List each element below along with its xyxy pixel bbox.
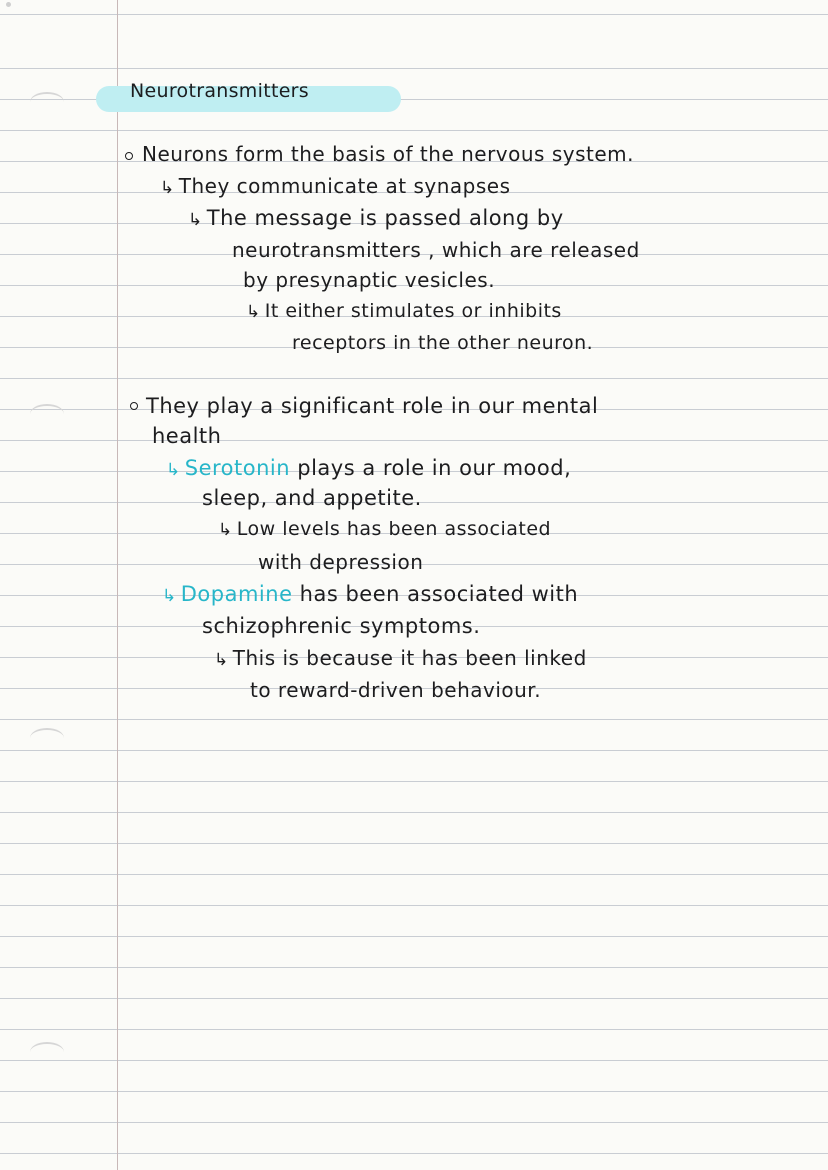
note-line	[166, 456, 571, 480]
punch-hole-mark	[30, 728, 64, 748]
sub-arrow-icon: ↳	[166, 460, 181, 480]
sub-arrow-icon: ↳	[188, 210, 203, 230]
sub-arrow-icon: ↳	[162, 586, 177, 606]
margin-line	[117, 0, 118, 1170]
note-line: by presynaptic vesicles.	[243, 268, 496, 292]
note-line	[160, 174, 510, 198]
note-line: with depression	[258, 550, 424, 574]
note-line: receptors in the other neuron.	[292, 332, 594, 354]
punch-hole-mark	[30, 1042, 64, 1062]
note-line: They play a significant role in our mental	[146, 394, 599, 418]
note-text: They communicate at synapses	[178, 174, 511, 198]
key-term-serotonin: Serotonin	[184, 456, 291, 480]
punch-hole-mark	[30, 404, 64, 424]
sub-arrow-icon: ↳	[160, 178, 175, 198]
note-line: Neurons form the basis of the nervous system.	[142, 142, 634, 166]
note-line: to reward-driven behaviour.	[250, 678, 542, 702]
note-text: has been associated with	[292, 582, 579, 606]
note-line	[246, 300, 562, 322]
corner-dot	[6, 2, 11, 7]
note-line: schizophrenic symptoms.	[202, 614, 481, 638]
key-term-dopamine: Dopamine	[180, 582, 293, 606]
sub-arrow-icon: ↳	[214, 650, 229, 670]
note-line	[218, 518, 551, 540]
note-text: The message is passed along by	[206, 206, 564, 230]
punch-hole-mark	[30, 92, 64, 112]
bullet-dot	[125, 152, 133, 160]
note-text: This is because it has been linked	[232, 646, 587, 670]
note-text: It either stimulates or inhibits	[264, 300, 562, 322]
bullet-dot	[130, 402, 138, 410]
page-title: Neurotransmitters	[130, 80, 309, 102]
note-line	[162, 582, 578, 606]
note-line	[188, 206, 564, 230]
note-line: health	[152, 424, 222, 448]
note-line	[214, 646, 587, 670]
note-text: Low levels has been associated	[236, 518, 552, 540]
note-line: sleep, and appetite.	[202, 486, 422, 510]
note-text: plays a role in our mood,	[290, 456, 572, 480]
sub-arrow-icon: ↳	[246, 302, 261, 322]
note-line: neurotransmitters , which are released	[232, 238, 640, 262]
sub-arrow-icon: ↳	[218, 520, 233, 540]
